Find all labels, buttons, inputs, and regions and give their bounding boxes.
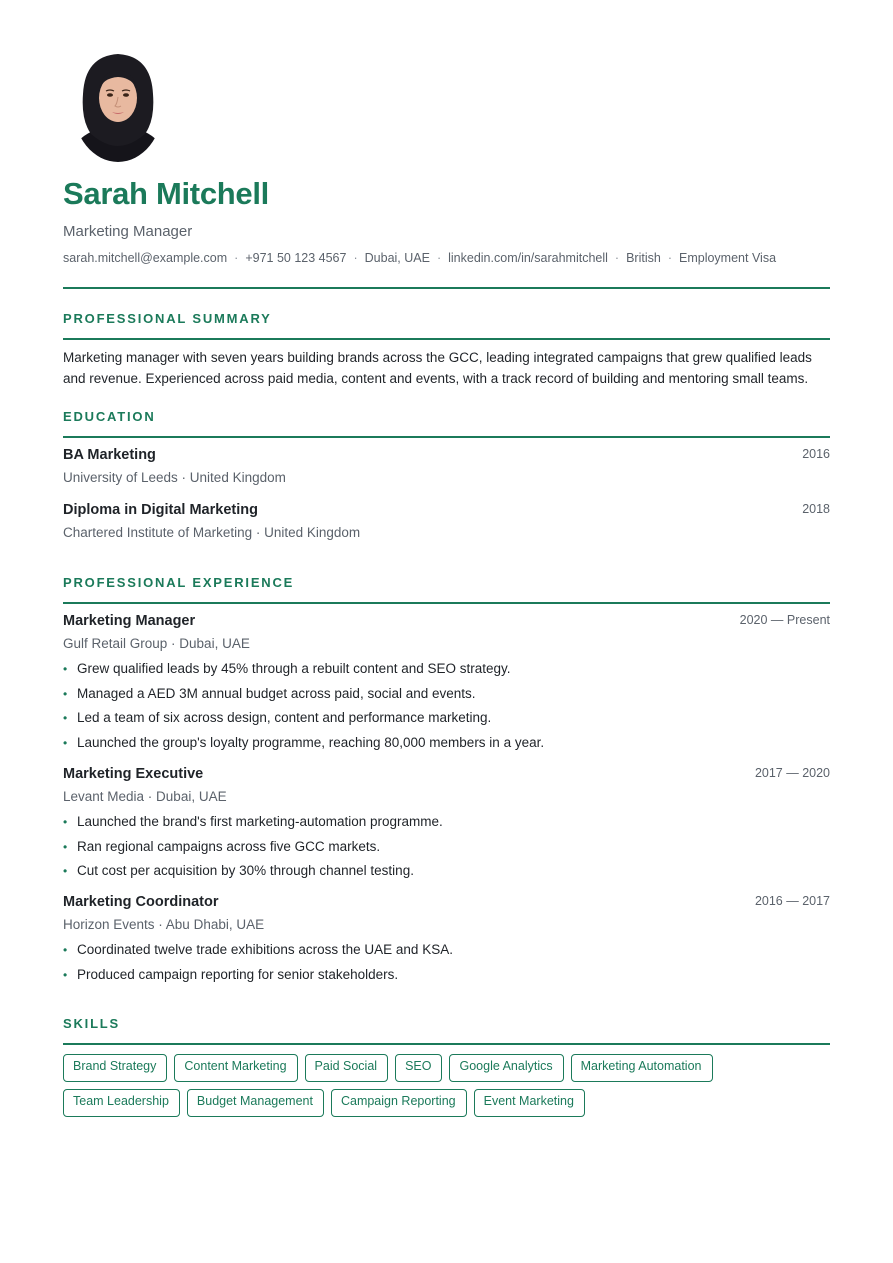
contact-separator: · bbox=[436, 251, 442, 265]
education-year: 2018 bbox=[802, 502, 830, 516]
contact-nationality: British bbox=[626, 251, 661, 265]
list-item bbox=[63, 734, 544, 759]
section-title-experience: PROFESSIONAL EXPERIENCE bbox=[63, 575, 295, 590]
header-divider bbox=[63, 287, 830, 289]
education-degree: BA Marketing bbox=[63, 447, 156, 463]
list-item bbox=[63, 838, 443, 863]
bullet-icon: • bbox=[63, 839, 68, 854]
skills-row bbox=[63, 1089, 830, 1117]
skill-chip: Paid Social bbox=[305, 1054, 389, 1082]
skills-row bbox=[63, 1054, 830, 1082]
skills-list bbox=[63, 1054, 830, 1124]
list-item bbox=[63, 862, 443, 887]
contact-visa: Employment Visa bbox=[679, 251, 777, 265]
section-divider bbox=[63, 1043, 830, 1045]
section-title-education: EDUCATION bbox=[63, 409, 156, 424]
skill-chip: Brand Strategy bbox=[63, 1054, 167, 1082]
job-bullets bbox=[63, 941, 453, 990]
job-title: Marketing Manager bbox=[63, 613, 196, 629]
skill-chip: Google Analytics bbox=[449, 1054, 563, 1082]
bullet-text: Launched the group's loyalty programme, reaching 80,000 members in a year. bbox=[77, 735, 545, 751]
bullet-icon: • bbox=[63, 711, 68, 726]
bullet-icon: • bbox=[63, 864, 68, 879]
contact-line bbox=[63, 251, 776, 265]
list-item bbox=[63, 966, 453, 991]
job-company: Horizon Events · Abu Dhabi, UAE bbox=[63, 917, 265, 932]
education-degree: Diploma in Digital Marketing bbox=[63, 502, 258, 518]
bullet-text: Coordinated twelve trade exhibitions across the UAE and KSA. bbox=[77, 942, 453, 957]
contact-separator: · bbox=[667, 251, 672, 265]
job-dates: 2017 — 2020 bbox=[754, 766, 830, 780]
candidate-name: Sarah Mitchell bbox=[63, 176, 269, 211]
section-divider bbox=[63, 602, 830, 604]
job-title: Marketing Executive bbox=[63, 766, 204, 782]
contact-separator: · bbox=[614, 251, 620, 265]
bullet-icon: • bbox=[63, 736, 68, 751]
skill-chip: Campaign Reporting bbox=[331, 1089, 467, 1117]
education-school: Chartered Institute of Marketing · United Kingdom bbox=[63, 525, 361, 540]
skill-chip: Team Leadership bbox=[63, 1089, 180, 1117]
contact-location: Dubai, UAE bbox=[364, 251, 430, 265]
skill-chip: Content Marketing bbox=[174, 1054, 297, 1082]
contact-separator: · bbox=[234, 251, 239, 265]
contact-separator: · bbox=[353, 251, 358, 265]
section-divider bbox=[63, 338, 830, 340]
bullet-text: Launched the brand's first marketing-automation programme. bbox=[77, 814, 443, 829]
bullet-text: Managed a AED 3M annual budget across paid, social and events. bbox=[77, 685, 476, 701]
contact-email[interactable]: sarah.mitchell@example.com bbox=[63, 251, 228, 265]
bullet-text: Produced campaign reporting for senior stakeholders. bbox=[77, 966, 399, 982]
job-company: Levant Media · Dubai, UAE bbox=[63, 789, 227, 804]
bullet-icon: • bbox=[63, 815, 68, 829]
skill-chip: SEO bbox=[395, 1054, 442, 1082]
summary-text: Marketing manager with seven years building brands across the GCC, leading integrated campaigns that grew qualified leads and revenue. Experienced across paid media, content and events, with a track record of building and mentoring small teams. bbox=[63, 350, 812, 386]
job-bullets bbox=[63, 813, 443, 887]
education-year: 2016 bbox=[802, 447, 830, 461]
skill-chip: Event Marketing bbox=[474, 1089, 585, 1117]
skill-chip: Budget Management bbox=[187, 1089, 324, 1117]
bullet-icon: • bbox=[63, 943, 68, 957]
bullet-icon: • bbox=[63, 662, 68, 676]
bullet-icon: • bbox=[63, 686, 68, 701]
skill-chip: Marketing Automation bbox=[571, 1054, 713, 1082]
list-item bbox=[63, 685, 544, 710]
profile-photo bbox=[73, 50, 163, 162]
job-dates: 2020 — Present bbox=[739, 613, 830, 627]
bullet-text: Led a team of six across design, content and performance marketing. bbox=[77, 710, 492, 726]
job-title: Marketing Coordinator bbox=[63, 894, 219, 910]
job-company: Gulf Retail Group · Dubai, UAE bbox=[63, 636, 250, 651]
list-item bbox=[63, 660, 544, 685]
section-title-summary: PROFESSIONAL SUMMARY bbox=[63, 311, 272, 326]
contact-phone[interactable]: +971 50 123 4567 bbox=[245, 251, 347, 265]
list-item bbox=[63, 813, 443, 838]
list-item bbox=[63, 941, 453, 966]
contact-linkedin[interactable]: linkedin.com/in/sarahmitchell bbox=[448, 251, 608, 265]
bullet-text: Grew qualified leads by 45% through a rebuilt content and SEO strategy. bbox=[77, 661, 511, 676]
section-title-skills: SKILLS bbox=[63, 1016, 121, 1031]
bullet-text: Ran regional campaigns across five GCC markets. bbox=[77, 838, 381, 854]
section-divider bbox=[63, 436, 830, 438]
list-item bbox=[63, 709, 544, 734]
job-dates: 2016 — 2017 bbox=[754, 894, 830, 908]
job-bullets bbox=[63, 660, 544, 759]
education-school: University of Leeds · United Kingdom bbox=[63, 470, 286, 485]
candidate-role: Marketing Manager bbox=[63, 223, 193, 240]
bullet-text: Cut cost per acquisition by 30% through channel testing. bbox=[77, 863, 414, 879]
bullet-icon: • bbox=[63, 967, 68, 982]
